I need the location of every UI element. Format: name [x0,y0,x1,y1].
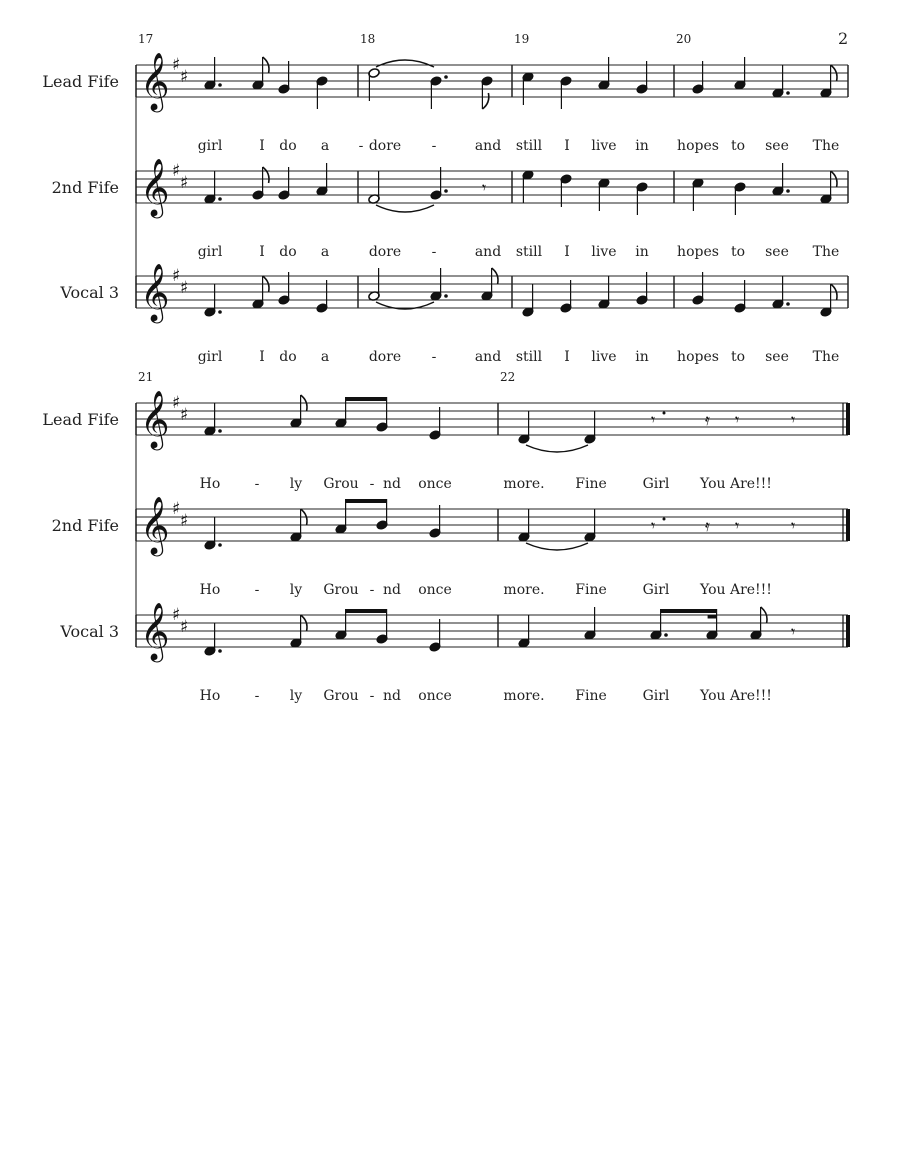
lyric-syllable: do [279,138,297,154]
lyric-syllable: dore [368,349,402,365]
dot [663,518,666,521]
rest: 𝄾 [791,410,796,429]
lyric-syllable: hopes [677,349,719,365]
lyric-syllable: once [418,476,452,492]
lyric-syllable: more. [503,688,545,704]
sharp-icon: ♯ [172,266,181,286]
final-barline-thick [846,403,850,435]
rest: 𝄾 [482,178,487,197]
flag [263,167,269,183]
lyric-syllable: You Are!!! [700,582,772,598]
sharp-icon: ♯ [180,617,189,637]
lyric-syllable: The [812,349,840,365]
measure-number: 19 [514,32,530,46]
staff-2nd-fife [136,158,848,219]
rest: 𝄾 [651,410,656,429]
lyric-syllable: see [765,349,789,365]
lyric-syllable: hopes [677,138,719,154]
lyric-syllable: Fine [575,582,607,598]
dot [218,197,222,201]
dot [786,189,790,193]
sharp-icon: ♯ [180,278,189,298]
rest: 𝄾 [791,516,796,535]
lyric-syllable: and [474,349,502,365]
lyric-syllable: and [474,244,502,260]
lyric-syllable: Ho [199,688,221,704]
lyric-syllable: You Are!!! [700,476,772,492]
dot [663,412,666,415]
lyric-syllable: - [431,138,437,154]
dot [218,83,222,87]
lyric-syllable: Grou [323,476,359,492]
lyric-syllable: - [369,582,375,598]
measure-number: 18 [360,32,376,46]
lyric-syllable: still [515,138,543,154]
staff-vocal-3 [136,263,848,324]
tie [376,60,434,67]
sharp-icon: ♯ [180,173,189,193]
sharp-icon: ♯ [172,161,181,181]
lyric-syllable: to [730,349,746,365]
rest: 𝄿 [705,410,710,429]
lyric-syllable: live [591,244,617,260]
lyric-syllable: see [765,244,789,260]
lyric-syllable: - [431,244,437,260]
lyric-syllable: dore [368,244,402,260]
system-2 [136,390,850,663]
dot [218,310,222,314]
part-name: Vocal 3 [60,622,119,641]
dot [218,429,222,433]
lyric-syllable: girl [197,138,223,154]
lyric-syllable: - [369,476,375,492]
lyric-syllable: to [730,244,746,260]
sharp-icon: ♯ [172,605,181,625]
sharp-icon: ♯ [180,67,189,87]
dot [786,302,790,306]
lyric-syllable: Girl [642,582,670,598]
dot [444,294,448,298]
part-name: 2nd Fife [51,178,119,197]
lyric-syllable: nd [383,582,401,598]
lyric-syllable: once [418,582,452,598]
lyric-syllable: more. [503,582,545,598]
dot [218,543,222,547]
lyric-syllable: Girl [642,688,670,704]
dot [218,649,222,653]
lyric-syllable: I [259,244,265,260]
treble-clef-icon: 𝄞 [140,158,170,216]
staff-vocal-3 [136,602,850,663]
measure-number: 21 [138,370,154,384]
lyric-syllable: girl [197,244,223,260]
part-name: Lead Fife [42,410,119,429]
lyric-syllable: The [812,138,840,154]
sharp-icon: ♯ [180,511,189,531]
beam [346,609,387,613]
lyric-syllable: see [765,138,789,154]
lyric-syllable: live [591,138,617,154]
part-name: Lead Fife [42,72,119,91]
lyric-syllable: and [474,138,502,154]
lyric-syllable: - [254,582,260,598]
staff-2nd-fife [136,496,850,557]
lyric-syllable: live [591,349,617,365]
treble-clef-icon: 𝄞 [140,52,170,110]
sharp-icon: ♯ [172,393,181,413]
sharp-icon: ♯ [180,405,189,425]
measure-number: 22 [500,370,516,384]
lyric-syllable: ly [289,582,303,598]
lyric-syllable: to [730,138,746,154]
dot [786,91,790,95]
lyric-syllable: once [418,688,452,704]
lyric-syllable: I [564,138,570,154]
treble-clef-icon: 𝄞 [140,496,170,554]
system-1 [136,52,848,324]
measure-number: 20 [676,32,692,46]
lyric-syllable: in [635,138,649,154]
lyric-syllable: hopes [677,244,719,260]
lyric-syllable: Ho [199,476,221,492]
lyric-syllable: Ho [199,582,221,598]
lyric-syllable: a [320,349,330,365]
rest: 𝄾 [791,622,796,641]
lyric-syllable: - [431,349,437,365]
lyric-syllable: - [254,476,260,492]
lyric-syllable: I [259,349,265,365]
lyric-syllable: Fine [575,688,607,704]
rest: 𝄾 [735,410,740,429]
lyric-syllable: do [279,244,297,260]
lyric-syllable: I [259,138,265,154]
lyric-syllable: - [369,688,375,704]
part-name: Vocal 3 [60,283,119,302]
staff-lead-fife [136,52,848,113]
sharp-icon: ♯ [172,499,181,519]
lyric-syllable: in [635,349,649,365]
flag [482,93,488,109]
lyric-syllable: more. [503,476,545,492]
dot [444,189,448,193]
rest: 𝄾 [735,516,740,535]
rest: 𝄾 [651,516,656,535]
treble-clef-icon: 𝄞 [140,390,170,448]
lyric-syllable: in [635,244,649,260]
lyric-syllable: do [279,349,297,365]
lyric-syllable: nd [383,476,401,492]
beam [346,397,387,401]
lyric-syllable: a [320,138,330,154]
lyric-syllable: nd [383,688,401,704]
rest: 𝄿 [705,516,710,535]
final-barline-thick [846,509,850,541]
lyric-syllable: I [564,349,570,365]
lyric-syllable: The [812,244,840,260]
lyric-syllable: Fine [575,476,607,492]
lyric-syllable: ly [289,476,303,492]
treble-clef-icon: 𝄞 [140,602,170,660]
lyric-syllable: - [358,138,364,154]
lyric-syllable: girl [197,349,223,365]
lyric-syllable: Grou [323,582,359,598]
staff-lead-fife [136,390,850,452]
tie [526,445,588,452]
lyric-syllable: ly [289,688,303,704]
lyric-syllable: Girl [642,476,670,492]
final-barline-thick [846,615,850,647]
treble-clef-icon: 𝄞 [140,263,170,321]
dot [664,633,668,637]
measure-number: 17 [138,32,154,46]
dot [444,75,448,79]
beam [708,615,717,619]
part-name: 2nd Fife [51,516,119,535]
lyric-syllable: Grou [323,688,359,704]
beam [661,609,717,613]
lyric-syllable: a [320,244,330,260]
lyric-syllable: I [564,244,570,260]
tie [526,543,588,550]
page-number: 2 [838,29,849,48]
lyric-syllable: You Are!!! [700,688,772,704]
sharp-icon: ♯ [172,55,181,75]
lyric-syllable: still [515,349,543,365]
lyric-syllable: dore [368,138,402,154]
tie [376,205,434,212]
lyric-syllable: still [515,244,543,260]
lyric-syllable: - [254,688,260,704]
beam [346,499,387,503]
